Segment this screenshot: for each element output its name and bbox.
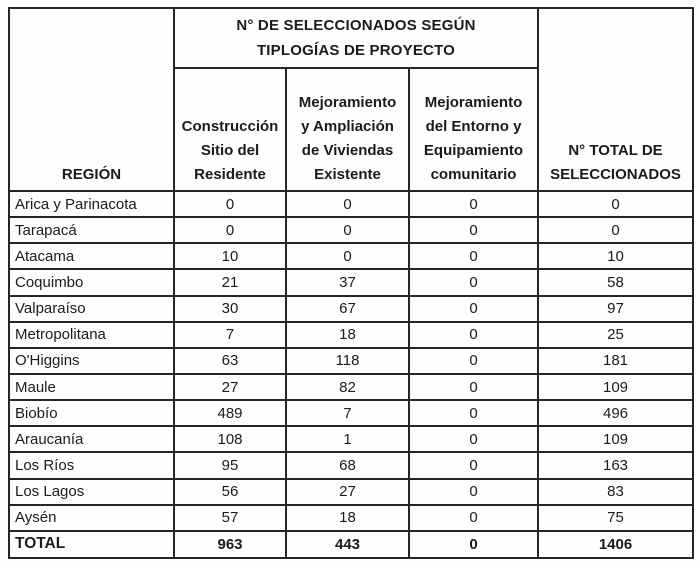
table-row-coquimbo	[9, 269, 693, 295]
column-header-line: Construcción	[181, 117, 279, 135]
table-row-ohiggins	[9, 348, 693, 374]
value-cell: 75	[538, 505, 693, 531]
value-cell: 10	[174, 243, 286, 269]
region-cell: Atacama	[9, 243, 174, 269]
value-cell: 56	[174, 479, 286, 505]
region-column-header	[9, 8, 174, 191]
total-header-line: N° TOTAL DE	[568, 141, 663, 159]
value-cell: 118	[286, 348, 409, 374]
value-cell: 0	[409, 296, 538, 322]
value-cell: 0	[174, 191, 286, 217]
selected-projects-table	[8, 7, 694, 559]
value-cell: 0	[409, 191, 538, 217]
region-cell: Los Ríos	[9, 452, 174, 478]
value-cell: 68	[286, 452, 409, 478]
value-cell: 97	[538, 296, 693, 322]
value-cell: 181	[538, 348, 693, 374]
group-header-row	[9, 8, 693, 68]
region-cell: Arica y Parinacota	[9, 191, 174, 217]
table-row-los-rios	[9, 452, 693, 478]
value-cell: 108	[174, 426, 286, 452]
value-cell: 0	[409, 426, 538, 452]
value-cell: 27	[286, 479, 409, 505]
region-cell: O'Higgins	[9, 348, 174, 374]
value-cell: 0	[538, 217, 693, 243]
table-row-maule	[9, 374, 693, 400]
value-cell: 37	[286, 269, 409, 295]
region-cell: Tarapacá	[9, 217, 174, 243]
value-cell: 0	[409, 374, 538, 400]
region-cell: Valparaíso	[9, 296, 174, 322]
region-cell: Aysén	[9, 505, 174, 531]
value-cell: 0	[409, 322, 538, 348]
value-cell: 0	[409, 269, 538, 295]
total-value-cell: 1406	[538, 531, 693, 558]
value-cell: 489	[174, 400, 286, 426]
value-cell: 7	[174, 322, 286, 348]
group-header-line: N° DE SELECCIONADOS SEGÚN	[236, 17, 476, 35]
total-header-line: SELECCIONADOS	[550, 165, 681, 183]
value-cell: 163	[538, 452, 693, 478]
column-header-line: Residente	[194, 165, 266, 183]
column-header-mejoramiento-entorno	[409, 68, 538, 191]
value-cell: 10	[538, 243, 693, 269]
table-row-los-lagos	[9, 479, 693, 505]
table-row-biobio	[9, 400, 693, 426]
table-row-tarapaca	[9, 217, 693, 243]
value-cell: 0	[286, 243, 409, 269]
value-cell: 7	[286, 400, 409, 426]
value-cell: 25	[538, 322, 693, 348]
column-header-line: y Ampliación	[301, 117, 394, 135]
value-cell: 83	[538, 479, 693, 505]
region-header-label: REGIÓN	[61, 165, 122, 183]
group-header-line: TIPLOGÍAS DE PROYECTO	[256, 42, 456, 60]
total-column-header	[538, 8, 693, 191]
total-value-cell: 0	[409, 531, 538, 558]
total-value-cell: 963	[174, 531, 286, 558]
value-cell: 0	[409, 505, 538, 531]
region-cell: Coquimbo	[9, 269, 174, 295]
column-header-line: del Entorno y	[425, 117, 522, 135]
region-cell: Biobío	[9, 400, 174, 426]
value-cell: 0	[286, 191, 409, 217]
total-value-cell: 443	[286, 531, 409, 558]
column-header-line: Equipamiento	[423, 141, 524, 159]
value-cell: 95	[174, 452, 286, 478]
value-cell: 18	[286, 322, 409, 348]
table-row-valparaiso	[9, 296, 693, 322]
value-cell: 67	[286, 296, 409, 322]
value-cell: 0	[409, 479, 538, 505]
column-header-mejoramiento-ampliacion	[286, 68, 409, 191]
value-cell: 21	[174, 269, 286, 295]
value-cell: 18	[286, 505, 409, 531]
value-cell: 27	[174, 374, 286, 400]
value-cell: 82	[286, 374, 409, 400]
column-header-line: Existente	[314, 165, 381, 183]
table-row-total	[9, 531, 693, 558]
column-header-line: comunitario	[430, 165, 517, 183]
column-header-line: de Viviendas	[301, 141, 394, 159]
column-header-line: Mejoramiento	[424, 93, 523, 111]
value-cell: 0	[409, 217, 538, 243]
value-cell: 30	[174, 296, 286, 322]
value-cell: 63	[174, 348, 286, 374]
table-row-metropolitana	[9, 322, 693, 348]
region-cell: Los Lagos	[9, 479, 174, 505]
value-cell: 0	[409, 243, 538, 269]
table-row-araucania	[9, 426, 693, 452]
column-header-line: Mejoramiento	[298, 93, 397, 111]
value-cell: 57	[174, 505, 286, 531]
value-cell: 58	[538, 269, 693, 295]
table-row-atacama	[9, 243, 693, 269]
value-cell: 0	[409, 400, 538, 426]
group-header-cell	[174, 8, 538, 68]
value-cell: 1	[286, 426, 409, 452]
value-cell: 109	[538, 374, 693, 400]
value-cell: 0	[409, 348, 538, 374]
value-cell: 0	[286, 217, 409, 243]
table-row-aysen	[9, 505, 693, 531]
region-cell: Araucanía	[9, 426, 174, 452]
value-cell: 0	[409, 452, 538, 478]
value-cell: 0	[538, 191, 693, 217]
region-cell: Metropolitana	[9, 322, 174, 348]
value-cell: 109	[538, 426, 693, 452]
column-header-line: Sitio del	[200, 141, 260, 159]
column-header-construccion	[174, 68, 286, 191]
value-cell: 496	[538, 400, 693, 426]
region-cell: Maule	[9, 374, 174, 400]
table-row-arica	[9, 191, 693, 217]
value-cell: 0	[174, 217, 286, 243]
total-label-cell: TOTAL	[9, 531, 174, 558]
